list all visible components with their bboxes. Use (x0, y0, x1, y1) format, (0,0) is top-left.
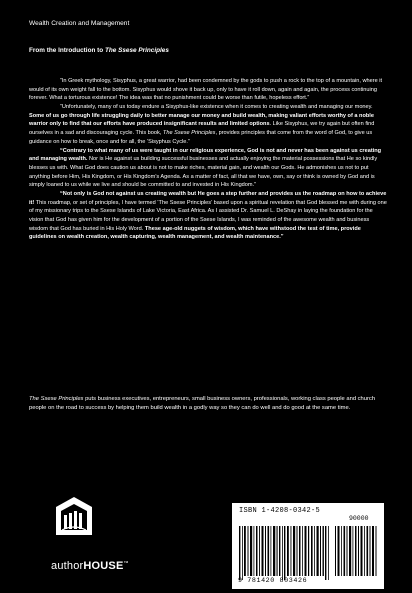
publisher-trademark: ™ (123, 560, 129, 567)
paragraph-2-text-a: “Unfortunately, many of us today endure a Sisyphus-like existence when it comes to creating wealth and managing our money. (60, 104, 373, 111)
cover-title: Wealth Creation and Management (29, 20, 130, 27)
closing-book-title: The Ssese Principles (29, 396, 84, 402)
paragraph-3-bold: “Contrary to what many of us were taught in our religious experience, God is not and never has been against us creating and managing wealth. (29, 147, 382, 163)
authorhouse-logo-icon (50, 497, 140, 567)
paragraph-4 (29, 190, 387, 242)
excerpt-heading-book: The Ssese Principles (104, 47, 169, 54)
paragraph-4-text: This roadmap, or set of principles, I have termed ‘The Ssese Principles’ based upon a spiritual revelation that God blessed me with during one of my missionary trips to the Ssese Islands of Lake Victoria, East Africa. As I assisted Dr. Samuel L. DeShay in laying the foundation for the vision that God has given him for the development of a portion of the Ssese Islands, I was reminded of the awesome wealth and business wisdom that God has buried in His Holy Word. (29, 199, 387, 232)
paragraph-2-bold: Some of us go through life struggling daily to better manage our money and build wealth, making valiant efforts worthy of a noble warrior only to find that our efforts have produced insignificant results and limited options (29, 112, 374, 128)
excerpt-body (29, 77, 387, 242)
publisher-name-part2: HOUSE (83, 560, 124, 572)
isbn-text: ISBN 1-4208-0342-5 (239, 507, 321, 515)
publisher-name (51, 560, 129, 572)
publisher-name-part1: author (51, 560, 84, 572)
paragraph-2-book: The Ssese Principles (162, 130, 216, 137)
barcode-digits: 9 781420 803426 (238, 577, 308, 585)
paragraph-4-bold-a: “Not only is God not against us creating wealth but He goes a step further and provides us the roadmap on how to achieve it! (29, 191, 387, 206)
paragraph-2 (29, 103, 387, 146)
price-code: 90000 (349, 515, 369, 522)
closing-blurb (29, 395, 387, 413)
paragraph-2-text-d: , provides principles that come from the word of God, to give us guidance on how to break, once and for all, the ‘Sisyphus Cycle.” (29, 130, 373, 145)
paragraph-4-bold-c: These age-old nuggets of wisdom, which have withstood the test of time, provide guidelines on wealth creation, wealth capturing, wealth management, and wealth maintenance.” (29, 225, 361, 241)
paragraph-3-text: Nor is He against us building successful businesses and actually enjoying the material possessions that He so kindly blesses us with. What God does caution us about is not to make riches, material gain, and wealth our Gods. He admonishes us not to put anything before Him, His Kingdom, or His Kingdom’s Agenda. As a matter of fact, all that we have, own, say or think is owned by God and is simply loaned to us while we live and should be committed to and invested in His Kingdom.” (29, 156, 378, 189)
excerpt-heading (29, 47, 169, 54)
closing-text: puts business executives, entrepreneurs, small business owners, professionals, working class people and church people on the road to success by helping them build wealth in a godly way so they can do well and do good at the same time. (29, 396, 376, 412)
paragraph-3 (29, 147, 387, 190)
paragraph-2-text-c: . Like Sisyphus, we try again but often find ourselves in a sad and discouraging cycle. This book, (29, 121, 375, 137)
excerpt-heading-prefix: From the Introduction to (29, 47, 105, 54)
paragraph-1: “In Greek mythology, Sisyphus, a great warrior, had been condemned by the gods to push a rock to the top of a mountain, where it would of its own weight fall to the bottom. Sisyphus would shove it back up, only to have it roll down, again and again, the process continuing forever. What a torturous existence! The idea was that no punishment could be worse than futile, hopeless effort.” (29, 78, 383, 102)
